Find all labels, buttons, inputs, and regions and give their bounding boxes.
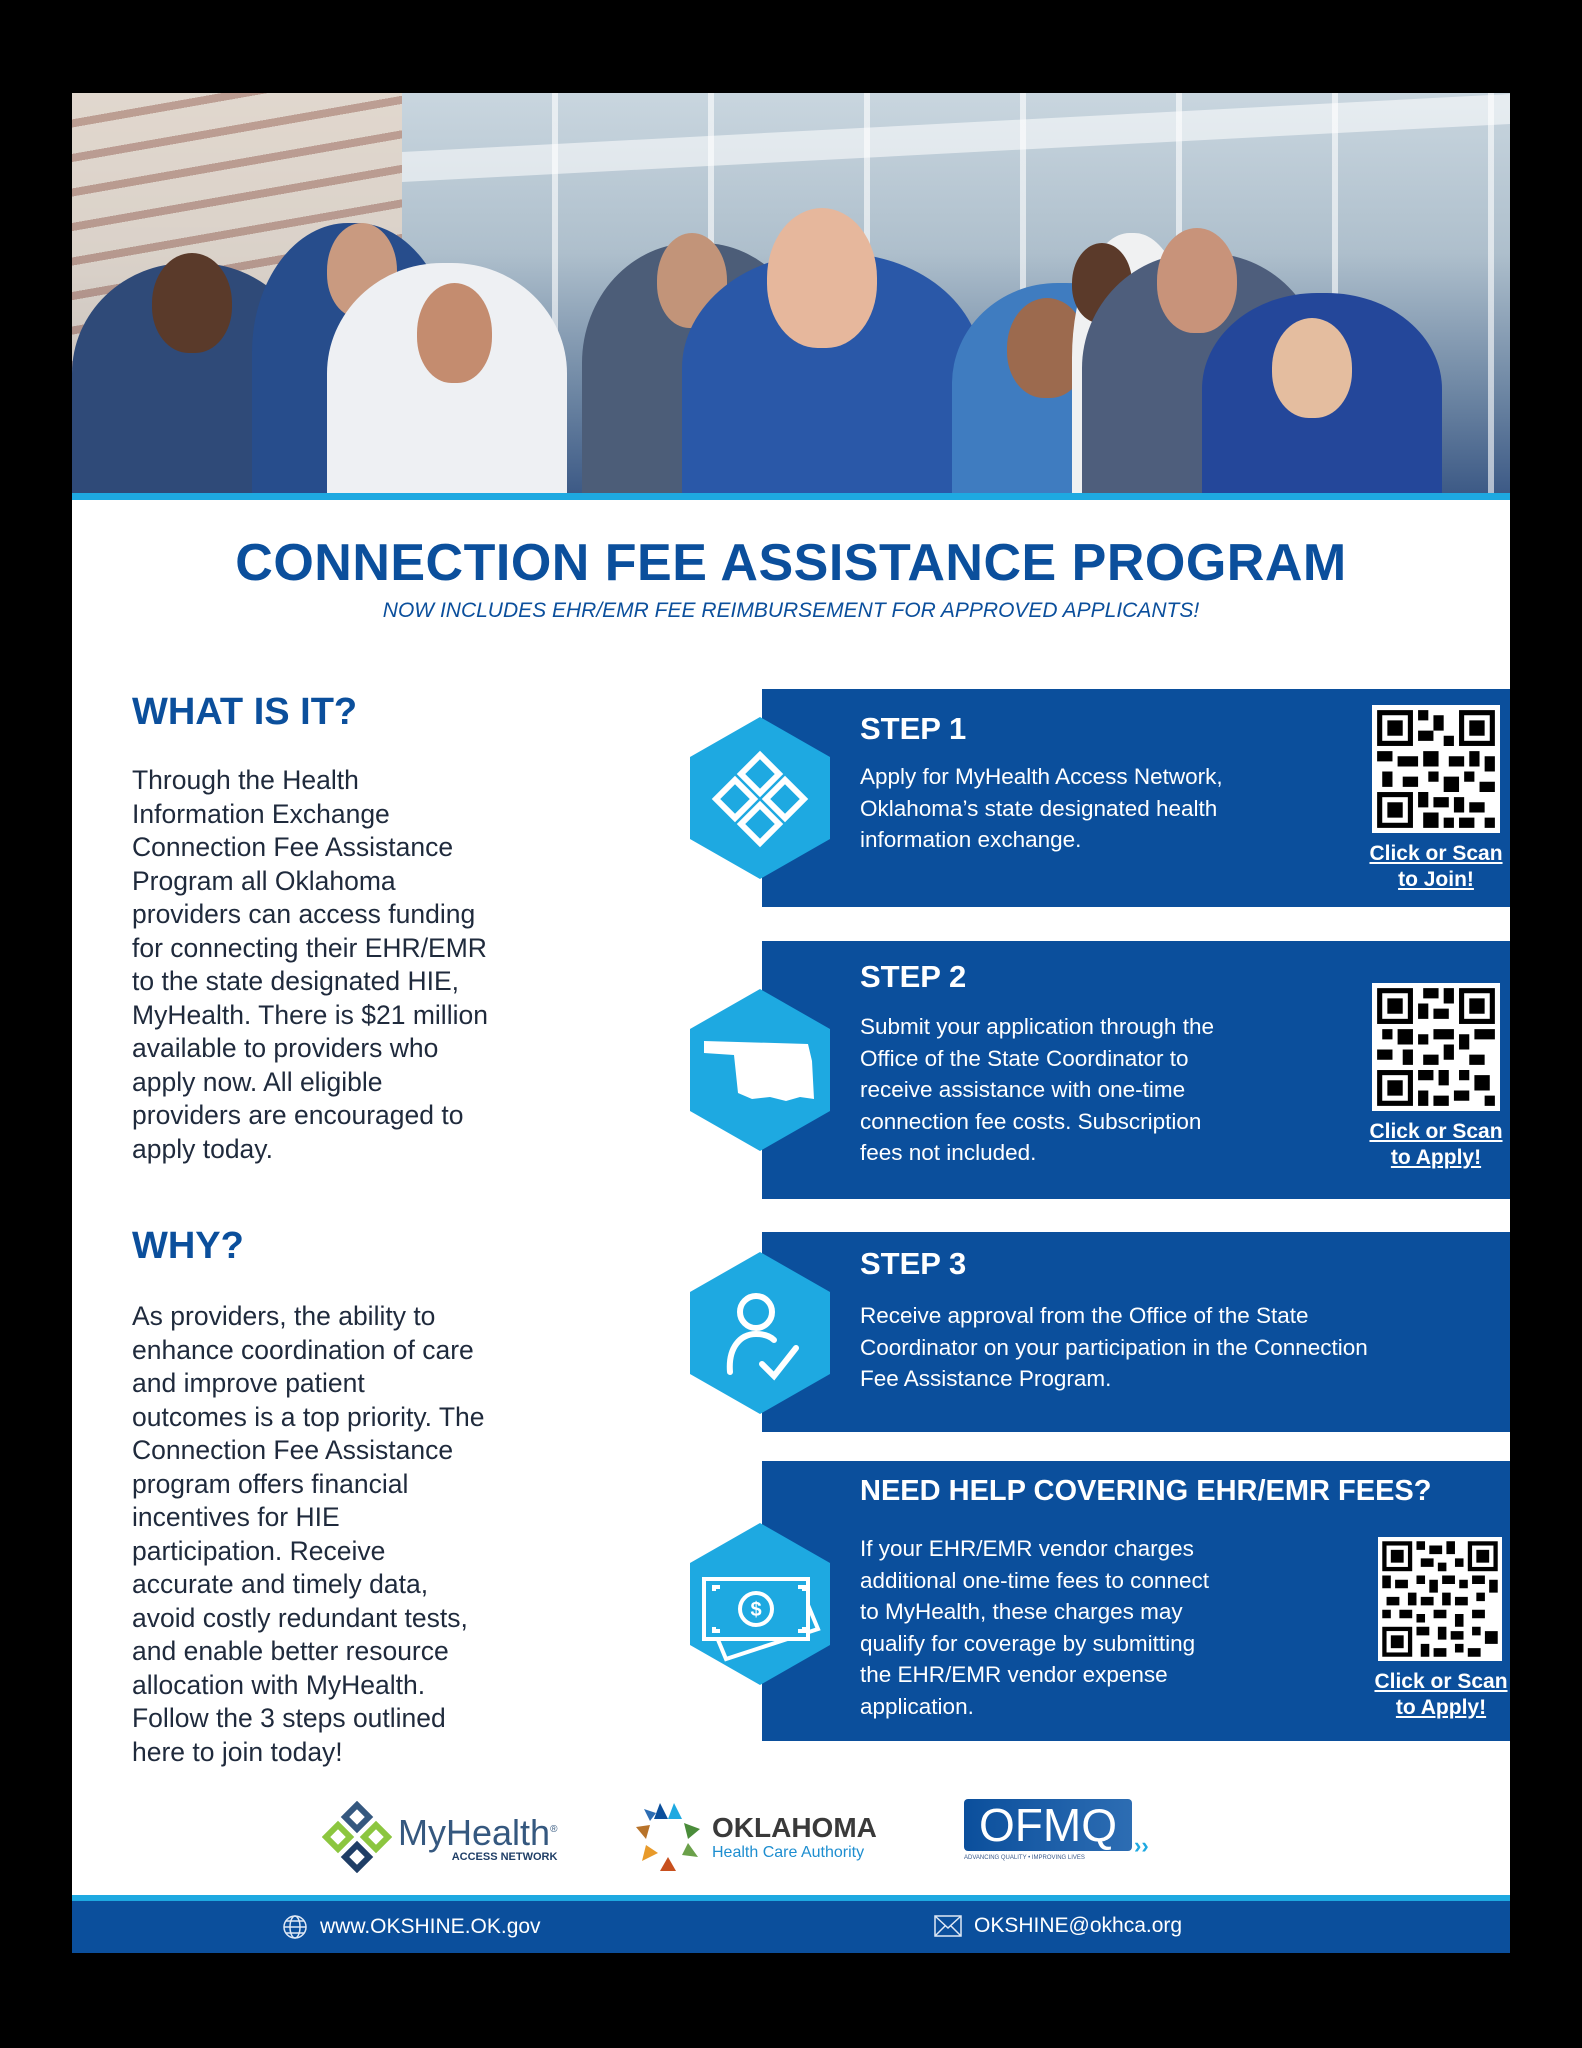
email-link[interactable]: OKSHINE@okhca.org xyxy=(934,1914,1182,1938)
okhca-logo: OKLAHOMA Health Care Authority xyxy=(632,1801,877,1873)
why-body: As providers, the ability to enhance coordination of care and improve patient outcomes is a top priority. The Connection Fee Assistance program offers financial incentives for HIE participation. Receive accurate and timely data, avoid costly redundant tests, and enable better resource allocation with MyHealth. Follow the 3 steps outlined here to join today! xyxy=(132,1301,485,1767)
step-3-card xyxy=(690,1232,1510,1432)
envelope-icon xyxy=(934,1915,962,1937)
what-is-it-heading: WHAT IS IT? xyxy=(132,691,358,733)
why-section xyxy=(132,1225,572,1769)
partner-logos xyxy=(72,1793,1510,1873)
footer xyxy=(72,1901,1510,1953)
step-3-title: STEP 3 xyxy=(860,1246,967,1281)
diamond-grid-icon xyxy=(690,717,830,879)
step-2-title: STEP 2 xyxy=(860,959,967,994)
step-2-body: Submit your application through the Office of the State Coordinator to receive assistance with one-time connection fee costs. Subscription fees not included. xyxy=(860,1014,1214,1165)
hero-photo xyxy=(72,93,1510,493)
apply-link-vendor-expense[interactable]: Click or Scan to Apply! xyxy=(1374,1670,1508,1719)
qr-code-icon xyxy=(1378,1537,1502,1661)
website-link[interactable]: www.OKSHINE.OK.gov xyxy=(282,1914,541,1940)
svg-text:$: $ xyxy=(750,1599,762,1621)
ehr-emr-fees-card xyxy=(690,1461,1510,1741)
apply-link-step-2[interactable]: Click or Scan to Apply! xyxy=(1369,1120,1503,1169)
qr-code-apply[interactable] xyxy=(1372,983,1500,1111)
myhealth-diamond-icon xyxy=(322,1801,392,1873)
accent-bar xyxy=(72,493,1510,500)
chevrons-icon: ›› xyxy=(1134,1833,1149,1858)
step-2-card xyxy=(690,941,1510,1199)
page-title: CONNECTION FEE ASSISTANCE PROGRAM xyxy=(235,534,1347,592)
myhealth-logo: MyHealth® ACCESS NETWORK xyxy=(322,1801,557,1873)
ofmq-logo: OFMQ ADVANCING QUALITY • IMPROVING LIVES ›› xyxy=(964,1799,1149,1861)
step-1-body: Apply for MyHealth Access Network, Oklahoma’s state designated health information exchange. xyxy=(860,764,1223,852)
step-3-body: Receive approval from the Office of the State Coordinator on your participation in the Connection Fee Assistance Program. xyxy=(860,1303,1368,1391)
step-1-title: STEP 1 xyxy=(860,711,967,746)
ehr-emr-fees-body: If your EHR/EMR vendor charges additional one-time fees to connect to MyHealth, these charges may qualify for coverage by submitting the EHR/EMR vendor expense application. xyxy=(860,1536,1209,1719)
ehr-emr-fees-title: NEED HELP COVERING EHR/EMR FEES? xyxy=(860,1475,1432,1507)
what-is-it-body: Through the Health Information Exchange Connection Fee Assistance Program all Oklahoma providers can access funding for connecting their EHR/EMR to the state designated HIE, MyHealth. There is $21 million available to providers who apply now. All eligible providers are encouraged to apply today. xyxy=(132,765,488,1164)
flyer-page xyxy=(72,93,1510,1953)
qr-code-icon xyxy=(1372,705,1500,833)
page-subtitle: NOW INCLUDES EHR/EMR FEE REIMBURSEMENT FOR APPROVED APPLICANTS! xyxy=(382,599,1200,622)
okhca-star-icon xyxy=(632,1801,702,1873)
join-link[interactable]: Click or Scan to Join! xyxy=(1369,842,1503,891)
what-is-it-section xyxy=(132,691,572,1166)
why-heading: WHY? xyxy=(132,1225,244,1267)
money-icon xyxy=(690,1523,830,1685)
oklahoma-map-icon xyxy=(690,989,830,1151)
globe-icon xyxy=(282,1914,308,1940)
qr-code-icon xyxy=(1372,983,1500,1111)
step-1-card xyxy=(690,689,1510,907)
qr-code-vendor-expense[interactable] xyxy=(1378,1537,1502,1661)
user-check-icon xyxy=(690,1252,830,1414)
qr-code-join[interactable] xyxy=(1372,705,1500,833)
